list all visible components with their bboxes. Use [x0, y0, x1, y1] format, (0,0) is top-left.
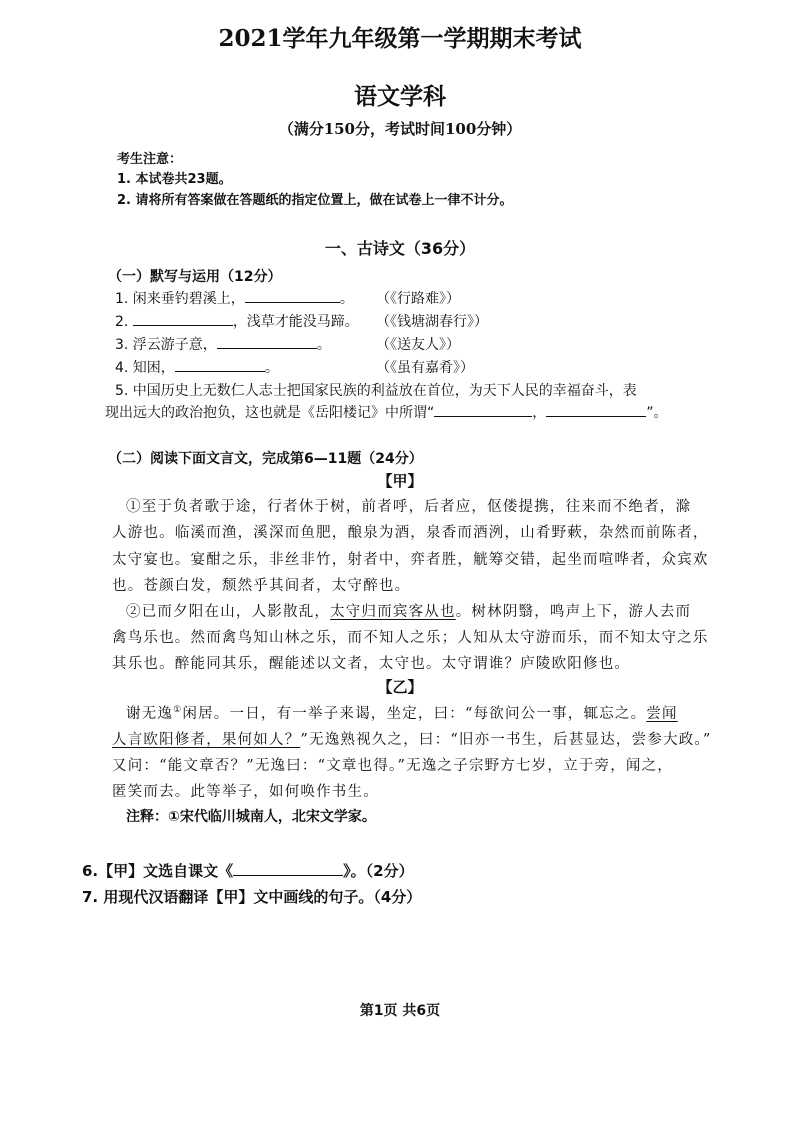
notice-item-1: 1. 本试卷共23题。: [117, 172, 232, 187]
q6-end: 》。（2分）: [343, 862, 414, 880]
jia-p1-line-2: 人游也。临溪而渔，溪深而鱼肥，酿泉为酒，泉香而酒洌，山肴野蔌，杂然而前陈者，: [112, 525, 709, 541]
q1-answer-blank[interactable]: [245, 288, 340, 303]
q5-answer-blank-1[interactable]: [434, 402, 532, 417]
yi-underlined-part-1: 尝闻: [646, 706, 678, 722]
jia-p2-line-3: 其乐也。醉能同其乐，醒能述以文者，太守也。太守谓谁？庐陵欧阳修也。: [112, 656, 631, 672]
yi-line-2: [112, 728, 712, 749]
q2-number: 2.: [115, 314, 129, 330]
q3-end: 。: [316, 337, 331, 353]
notice-item-2: 2. 请将所有答案做在答题纸的指定位置上，做在试卷上一律不计分。: [117, 193, 513, 208]
jia-p1-line-4: 也。苍颜白发，颓然乎其间者，太守醉也。: [112, 578, 411, 594]
part-2-heading: （二）阅读下面文言文，完成第6—11题（24分）: [108, 451, 423, 467]
score-info: （满分150分，考试时间100分钟）: [278, 120, 522, 138]
footnote: 注释：①宋代临川城南人，北宋文学家。: [126, 809, 376, 825]
q1-text: 1. 闲来垂钓碧溪上，: [115, 291, 245, 307]
q5-answer-blank-2[interactable]: [546, 402, 646, 417]
question-7: 7. 用现代汉语翻译【甲】文中画线的句子。（4分）: [82, 888, 422, 906]
q4-end: 。: [264, 360, 279, 376]
q3-text: 3. 浮云游子意，: [115, 337, 217, 353]
yi-text-a: 闲居。一日，有一举子来谒，坐定，曰：“每欲问公一事，辄忘之。: [182, 706, 647, 722]
yi-underlined-part-2: 人言欧阳修者，果何如人？: [112, 732, 301, 748]
q2-text: ，浅草才能没马蹄。: [232, 314, 359, 330]
jia-p2-line-2: 禽鸟乐也。然而禽鸟知山林之乐，而不知人之乐；人知从太守游而乐，而不知太守之乐: [112, 630, 709, 646]
q6-answer-blank[interactable]: [233, 861, 343, 876]
yi-footnote-ref: ①: [173, 705, 183, 716]
question-3: [115, 334, 331, 354]
question-2: [115, 311, 359, 331]
q5-text: 现出远大的政治抱负，这也就是《岳阳楼记》中所谓“: [105, 405, 435, 421]
yi-line-4: 匿笑而去。此等举子，如何唤作书生。: [112, 784, 379, 800]
q2-answer-blank[interactable]: [133, 311, 233, 326]
q4-text: 4. 知困，: [115, 360, 175, 376]
jia-p1-line-1: ①至于负者歌于途，行者休于树，前者呼，后者应，伛偻提携，往来而不绝者，滁: [126, 499, 692, 515]
question-6: [82, 860, 414, 881]
passage-yi-mark: 【乙】: [377, 678, 423, 696]
q2-source: （《钱塘湖春行》）: [376, 314, 488, 330]
question-1: [115, 288, 354, 308]
q6-text: 6.【甲】文选自课文《: [82, 862, 234, 880]
question-5-line-2: [105, 402, 668, 422]
exam-title: 2021学年九年级第一学期期末考试: [218, 25, 582, 52]
q3-answer-blank[interactable]: [217, 334, 317, 349]
question-5-line-1: 5. 中国历史上无数仁人志士把国家民族的利益放在首位，为天下人民的幸福奋斗，表: [115, 383, 637, 399]
q5-end: ”。: [646, 405, 668, 421]
passage-jia-mark: 【甲】: [377, 472, 423, 490]
q4-source: （《虽有嘉肴》）: [376, 360, 474, 376]
q3-source: （《送友人》）: [376, 337, 460, 353]
yi-name: 谢无逸: [126, 706, 174, 722]
q1-end: 。: [339, 291, 354, 307]
page-footer: 第1页 共6页: [359, 1003, 441, 1019]
section-1-heading: 一、古诗文（36分）: [324, 239, 476, 258]
q1-source: （《行路难》）: [376, 291, 460, 307]
subject-title: 语文学科: [354, 83, 446, 110]
jia-p2-line-1: [126, 600, 691, 621]
jia-p2-text-b: 。树林阴翳，鸣声上下，游人去而: [455, 604, 692, 620]
jia-p2-text-a: ②已而夕阳在山，人影散乱，: [126, 604, 331, 620]
notice-heading: 考生注意：: [117, 152, 183, 167]
jia-underlined-sentence: 太守归而宾客从也: [330, 604, 456, 620]
q4-answer-blank[interactable]: [175, 357, 265, 372]
question-4: [115, 357, 279, 377]
yi-line-1: [126, 702, 678, 723]
jia-p1-line-3: 太守宴也。宴酣之乐，非丝非竹，射者中，弈者胜，觥筹交错，起坐而喧哗者，众宾欢: [112, 552, 709, 568]
yi-line-3: 又问：“能文章否？”无逸曰：“文章也得。”无逸之子宗野方七岁，立于旁，闻之，: [112, 758, 673, 774]
part-1-heading: （一）默写与运用（12分）: [108, 269, 282, 285]
yi-text-b: ”无逸熟视久之，曰：“旧亦一书生，后甚显达，尝参大政。”: [300, 732, 712, 748]
q5-comma: ，: [532, 405, 547, 421]
